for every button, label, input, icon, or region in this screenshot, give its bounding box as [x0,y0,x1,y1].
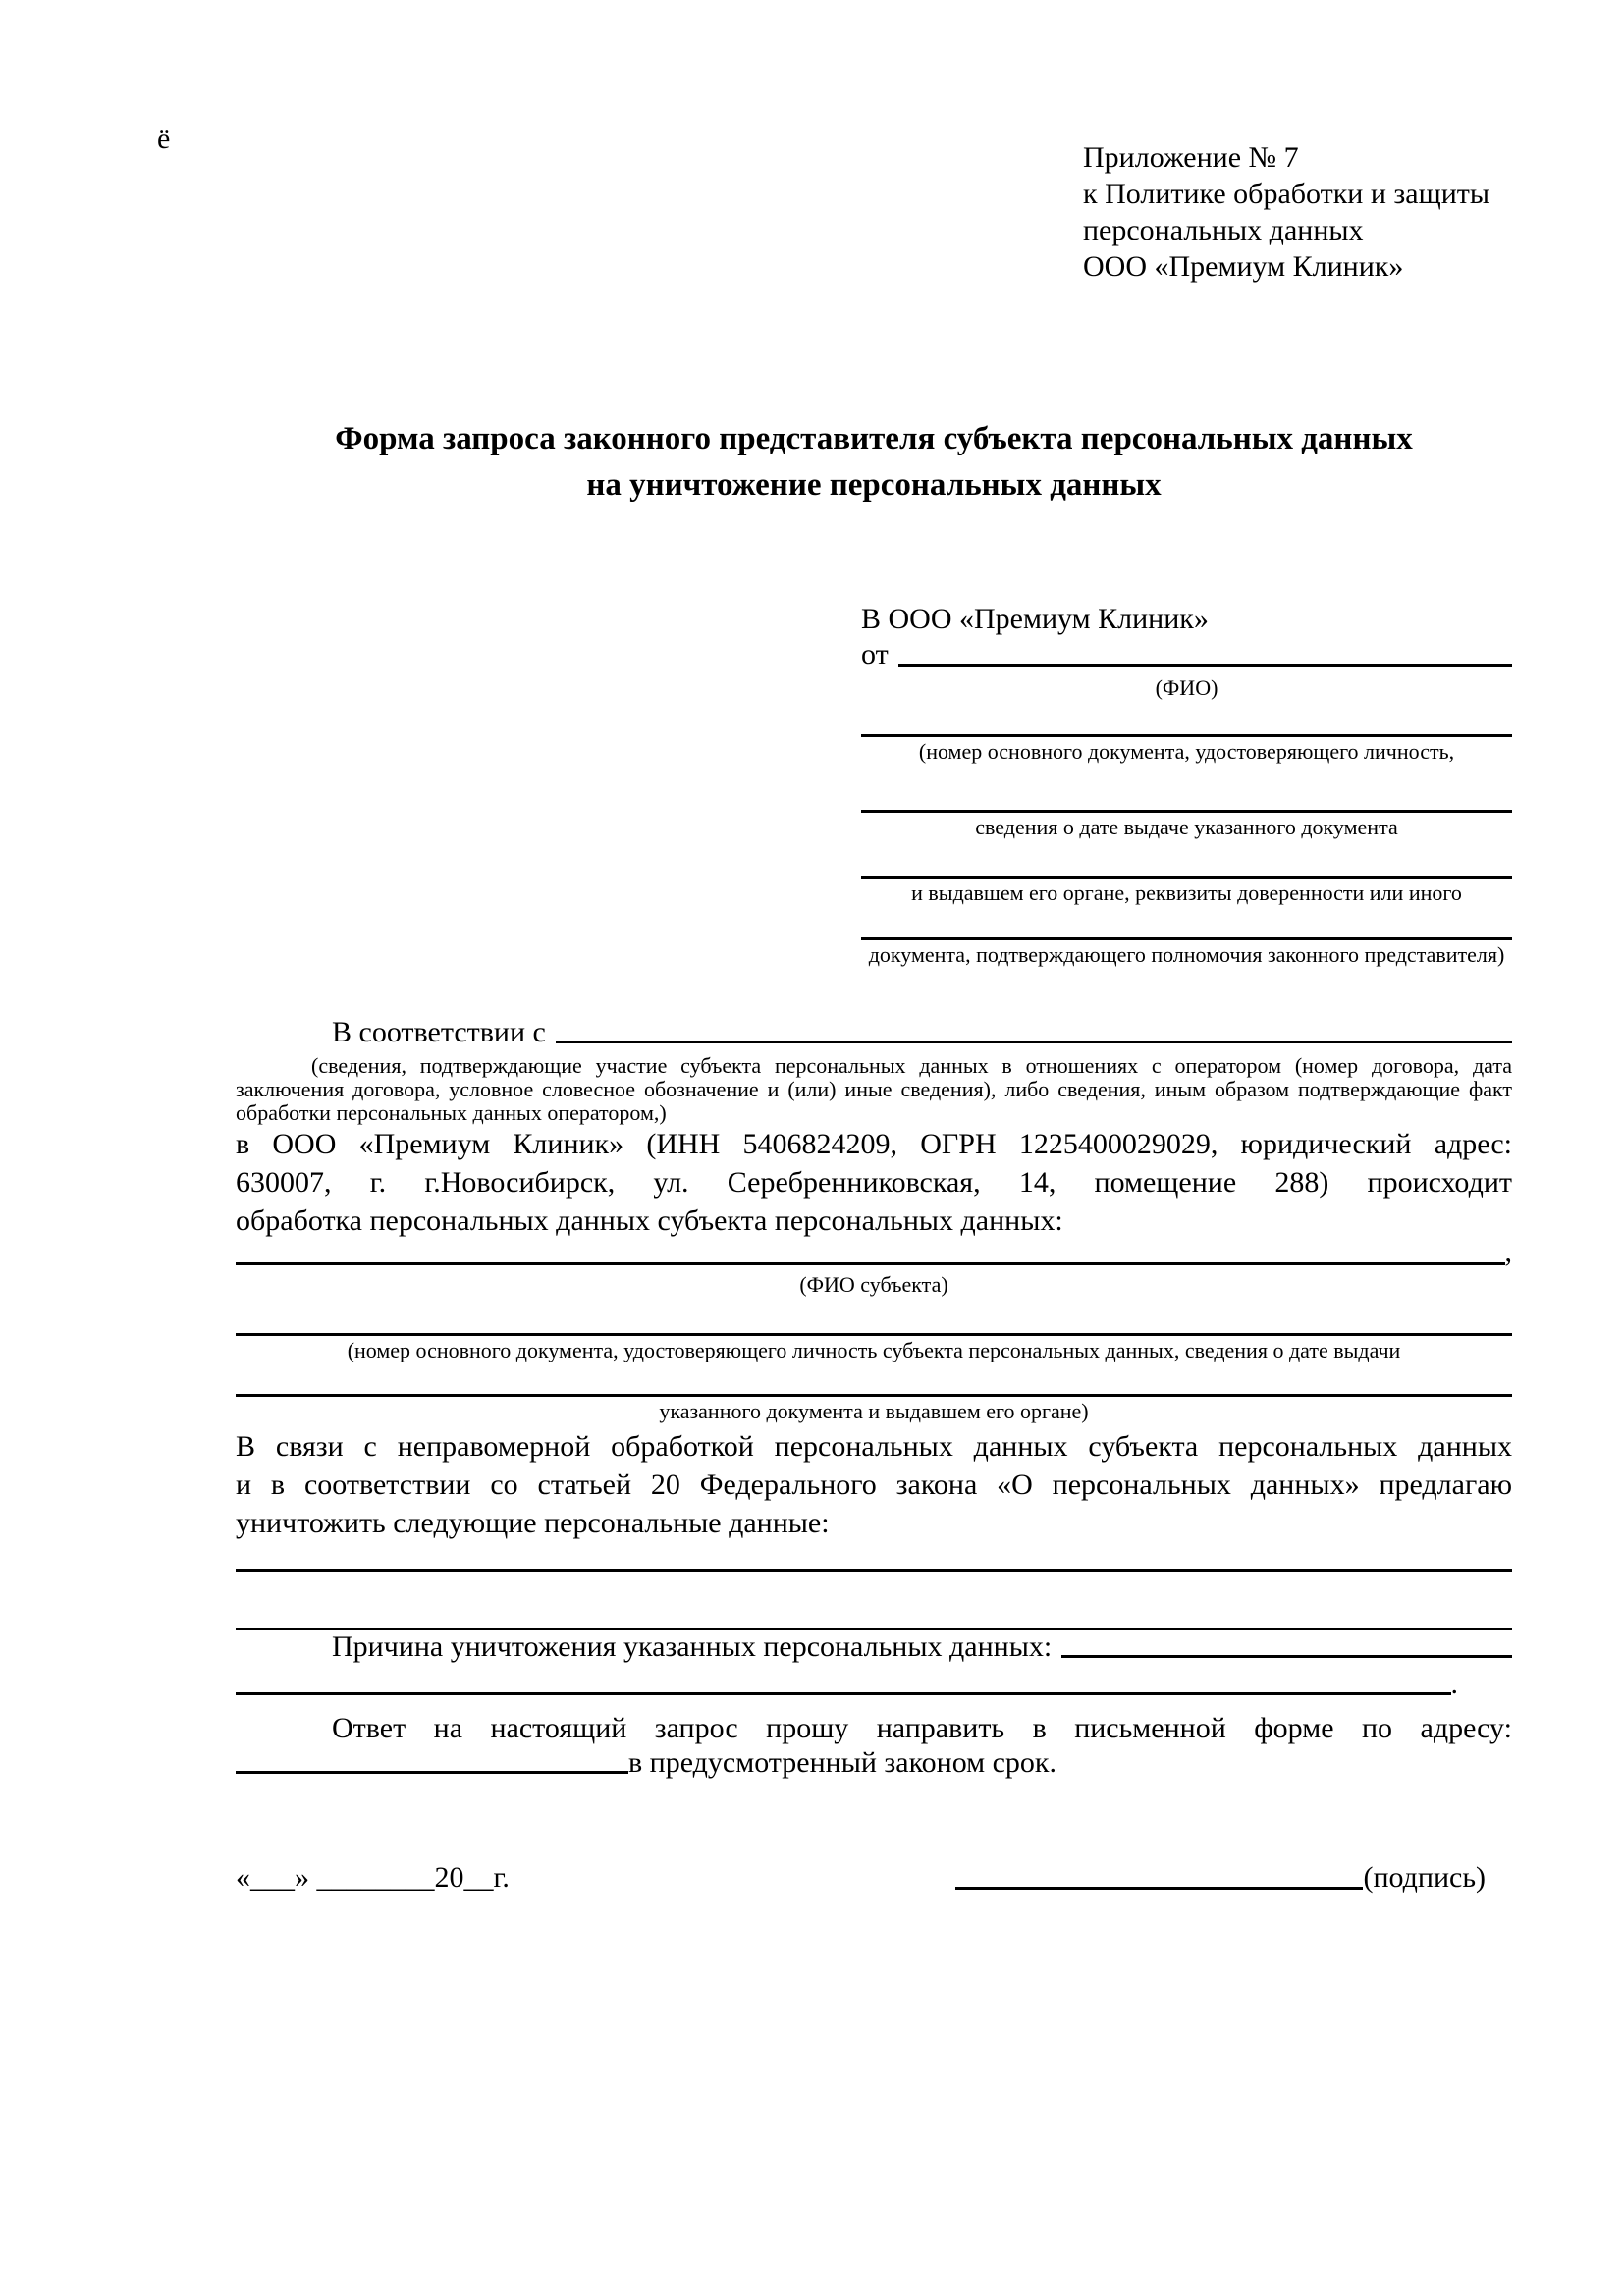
from-row [861,638,1512,671]
operator-paragraph [236,1125,1512,1240]
reason-period: . [1450,1668,1458,1700]
blank-line-authority-document [861,937,1512,940]
stray-character: ё [157,123,171,155]
demand-line-2: и в соответствии со статьей 20 Федерального закона «О персональных данных» предлагаю [236,1468,1512,1501]
caption-authority-document: документа, подтверждающего полномочия законного представителя) [868,942,1505,967]
reply-address-blank-line [236,1747,628,1774]
accordance-label: В соответствии с [332,1016,546,1048]
demand-paragraph [236,1427,1512,1542]
subject-doc-blank-line-2 [236,1394,1512,1397]
fio-caption: (ФИО) [1155,675,1218,700]
blank-line-issuing-authority [861,876,1512,879]
reason-label: Причина уничтожения указанных персональных данных: [332,1630,1053,1663]
caption-issue-date: сведения о дате выдаче указанного документа [975,815,1398,839]
operator-paragraph-line-2: 630007, г. г.Новосибирск, ул. Серебренниковская, 14, помещение 288) происходит [236,1166,1512,1199]
reason-continuation-row [236,1669,1512,1700]
reply-section [236,1710,1512,1779]
blank-line-issue-date [861,810,1512,813]
operator-paragraph-line-3: обработка персональных данных субъекта персональных данных: [236,1204,1063,1237]
demand-line-3: уничтожить следующие персональные данные: [236,1507,830,1539]
accordance-row [236,1017,1512,1048]
company-name: ООО «Премиум Клиник» [1083,250,1404,283]
addressee-to: В ООО «Премиум Клиник» [861,603,1209,635]
subject-fio-comma: , [1504,1236,1512,1268]
accordance-note [236,1054,1512,1125]
from-label: от [861,638,889,670]
from-blank-line [898,638,1512,667]
reply-line-2-text: в предусмотренный законом срок. [628,1746,1056,1779]
appendix-policy-line-1: к Политике обработки и защиты [1083,178,1490,210]
demand-line-1: В связи с неправомерной обработкой персональных данных субъекта персональных данных [236,1430,1512,1463]
title-line-1: Форма запроса законного представителя субъекта персональных данных [335,421,1413,456]
data-blank-line-2 [236,1590,1512,1630]
reply-address-row [236,1747,1512,1779]
reason-continuation-blank-line [236,1669,1451,1695]
subject-block [236,1235,1512,1424]
subject-fio-caption: (ФИО субъекта) [799,1272,948,1297]
signature-blank-line [955,1861,1363,1890]
subject-doc-caption-1: (номер основного документа, удостоверяющего личность субъекта персональных данных, сведения о дате выдачи [347,1338,1401,1362]
document-title [236,416,1512,508]
blank-line-doc-number [861,734,1512,737]
title-line-2: на уничтожение персональных данных [586,467,1162,503]
reply-line-1: Ответ на настоящий запрос прошу направить в письменной форме по адресу: [332,1712,1512,1744]
subject-fio-row [236,1235,1512,1270]
caption-doc-number: (номер основного документа, удостоверяющего личность, [918,739,1455,764]
data-blank-line-1 [236,1531,1512,1572]
accordance-blank-line [556,1017,1512,1043]
signature-caption: (подпись) [1363,1861,1486,1894]
appendix-policy-line-2: персональных данных [1083,214,1364,246]
accordance-section [236,1017,1512,1125]
subject-fio-blank-line [236,1235,1505,1265]
operator-paragraph-line-1: в ООО «Премиум Клиник» (ИНН 5406824209, ОГРН 1225400029029, юридический адрес: [236,1128,1512,1160]
subject-doc-caption-2: указанного документа и выдавшем его органе) [659,1399,1089,1423]
reason-row [236,1631,1512,1663]
accordance-note-line-1: (сведения, подтверждающие участие субъекта персональных данных в отношениях с оператором (номер договора, дата [311,1053,1512,1078]
caption-issuing-authority: и выдавшем его органе, реквизиты доверенности или иного [911,881,1462,905]
signature-date: «___» ________20__г. [236,1861,510,1894]
accordance-note-line-2: заключения договора, условное словесное обозначение и (или) иные сведения), либо сведения, иным образом подтверждающие факт [236,1077,1512,1101]
signature-spacer [510,1861,956,1895]
accordance-note-line-3: обработки персональных данных оператором,) [236,1100,667,1125]
addressee-block [861,601,1512,968]
subject-doc-blank-line [236,1333,1512,1336]
reason-blank-line [1061,1631,1512,1658]
signature-row [236,1861,1512,1895]
appendix-header [1083,139,1489,285]
appendix-number: Приложение № 7 [1083,141,1299,174]
